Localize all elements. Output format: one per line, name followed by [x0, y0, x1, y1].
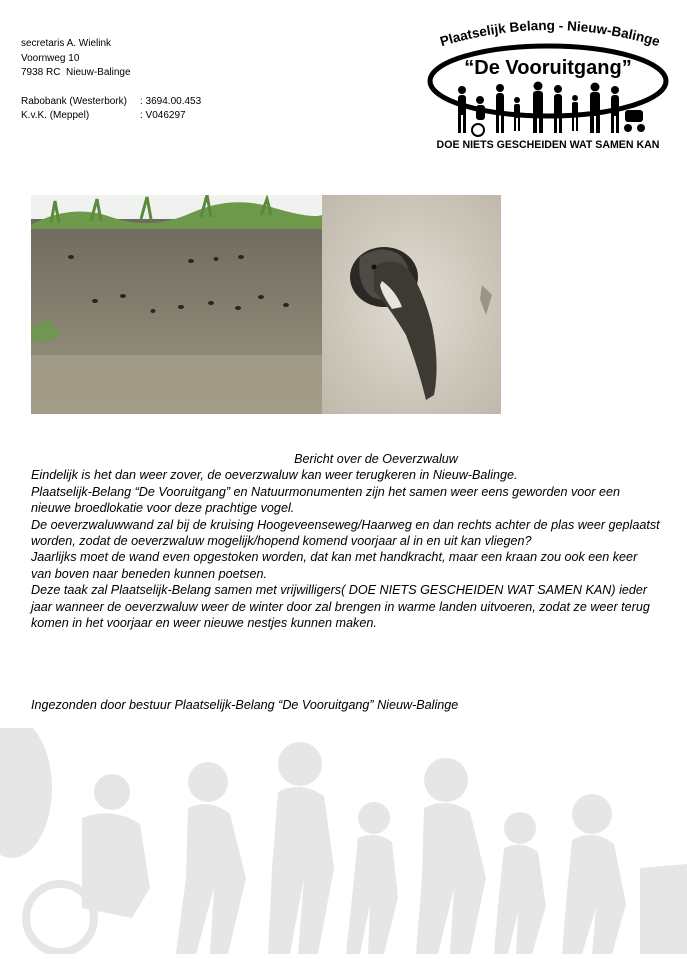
article-paragraph-1: Eindelijk is het dan weer zover, de oeverzwaluw kan weer terugkeren in Nieuw-Balinge. [31, 468, 518, 483]
article-paragraph-4: Jaarlijks moet de wand even opgestoken worden, dat kan met handkracht, maar een kraan zou ook een keer van boven naar beneden kunnen poetsen. [31, 550, 638, 581]
kvk-value: : V046297 [140, 110, 186, 121]
sand-wall-with-nest-holes-photo-icon [31, 195, 322, 414]
article-title: Bericht over de Oeverzwaluw [294, 452, 458, 466]
walking-people-silhouette-icon [0, 728, 687, 954]
article [31, 451, 661, 631]
logo-motto: DOE NIETS GESCHEIDEN WAT SAMEN KAN [436, 139, 660, 151]
sender-name: secretaris A. Wielink [21, 38, 112, 49]
logo-arc-text: Plaatselijk Belang - Nieuw-Balinge [438, 18, 662, 50]
bank-value: : 3694.00.453 [140, 95, 202, 107]
sender-city: 7938 RC Nieuw-Balinge [21, 67, 131, 78]
article-paragraph-2: Plaatselijk-Belang “De Vooruitgang” en Natuurmonumenten zijn het samen weer eens geworden voor een nieuwe broedlokatie voor deze prachtige vogel. [31, 484, 620, 516]
article-signature: Ingezonden door bestuur Plaatselijk-Belang “De Vooruitgang” Nieuw-Balinge [31, 698, 459, 712]
sender-address [21, 37, 201, 124]
sand-martin-photo [322, 195, 501, 414]
bank-label: Rabobank (Westerbork) [21, 95, 127, 107]
article-paragraph-5: Deze taak zal Plaatselijk-Belang samen met vrijwilligers( DOE NIETS GESCHEIDEN WAT SAMEN KAN) ieder jaar wanneer de oeverzwaluw weer de winter door zal brengen in warme landen uitvoeren, zodat ze weer terug komen in het voorjaar en weer nieuwe nestjes kunnen maken. [31, 583, 650, 631]
sand-wall-photo [31, 195, 322, 414]
logo [420, 18, 675, 153]
sand-martin-at-nest-hole-photo-icon [322, 195, 501, 414]
article-paragraph-3: De oeverzwaluwwand zal bij de kruising Hoogeveenseweg/Haarweg en dan rechts achter de plas weer geplaatst worden, zodat de oeverzwaluw mogelijk/hopend komend voorjaar al in en uit kan vliegen? [31, 517, 660, 549]
bank-line [21, 95, 201, 110]
sender-street: Voornweg 10 [21, 52, 80, 64]
logo-name: “De Vooruitgang” [464, 57, 632, 79]
kvk-line [21, 109, 201, 124]
family-silhouette-watermark [0, 728, 687, 954]
kvk-label: K.v.K. (Meppel) [21, 110, 90, 121]
